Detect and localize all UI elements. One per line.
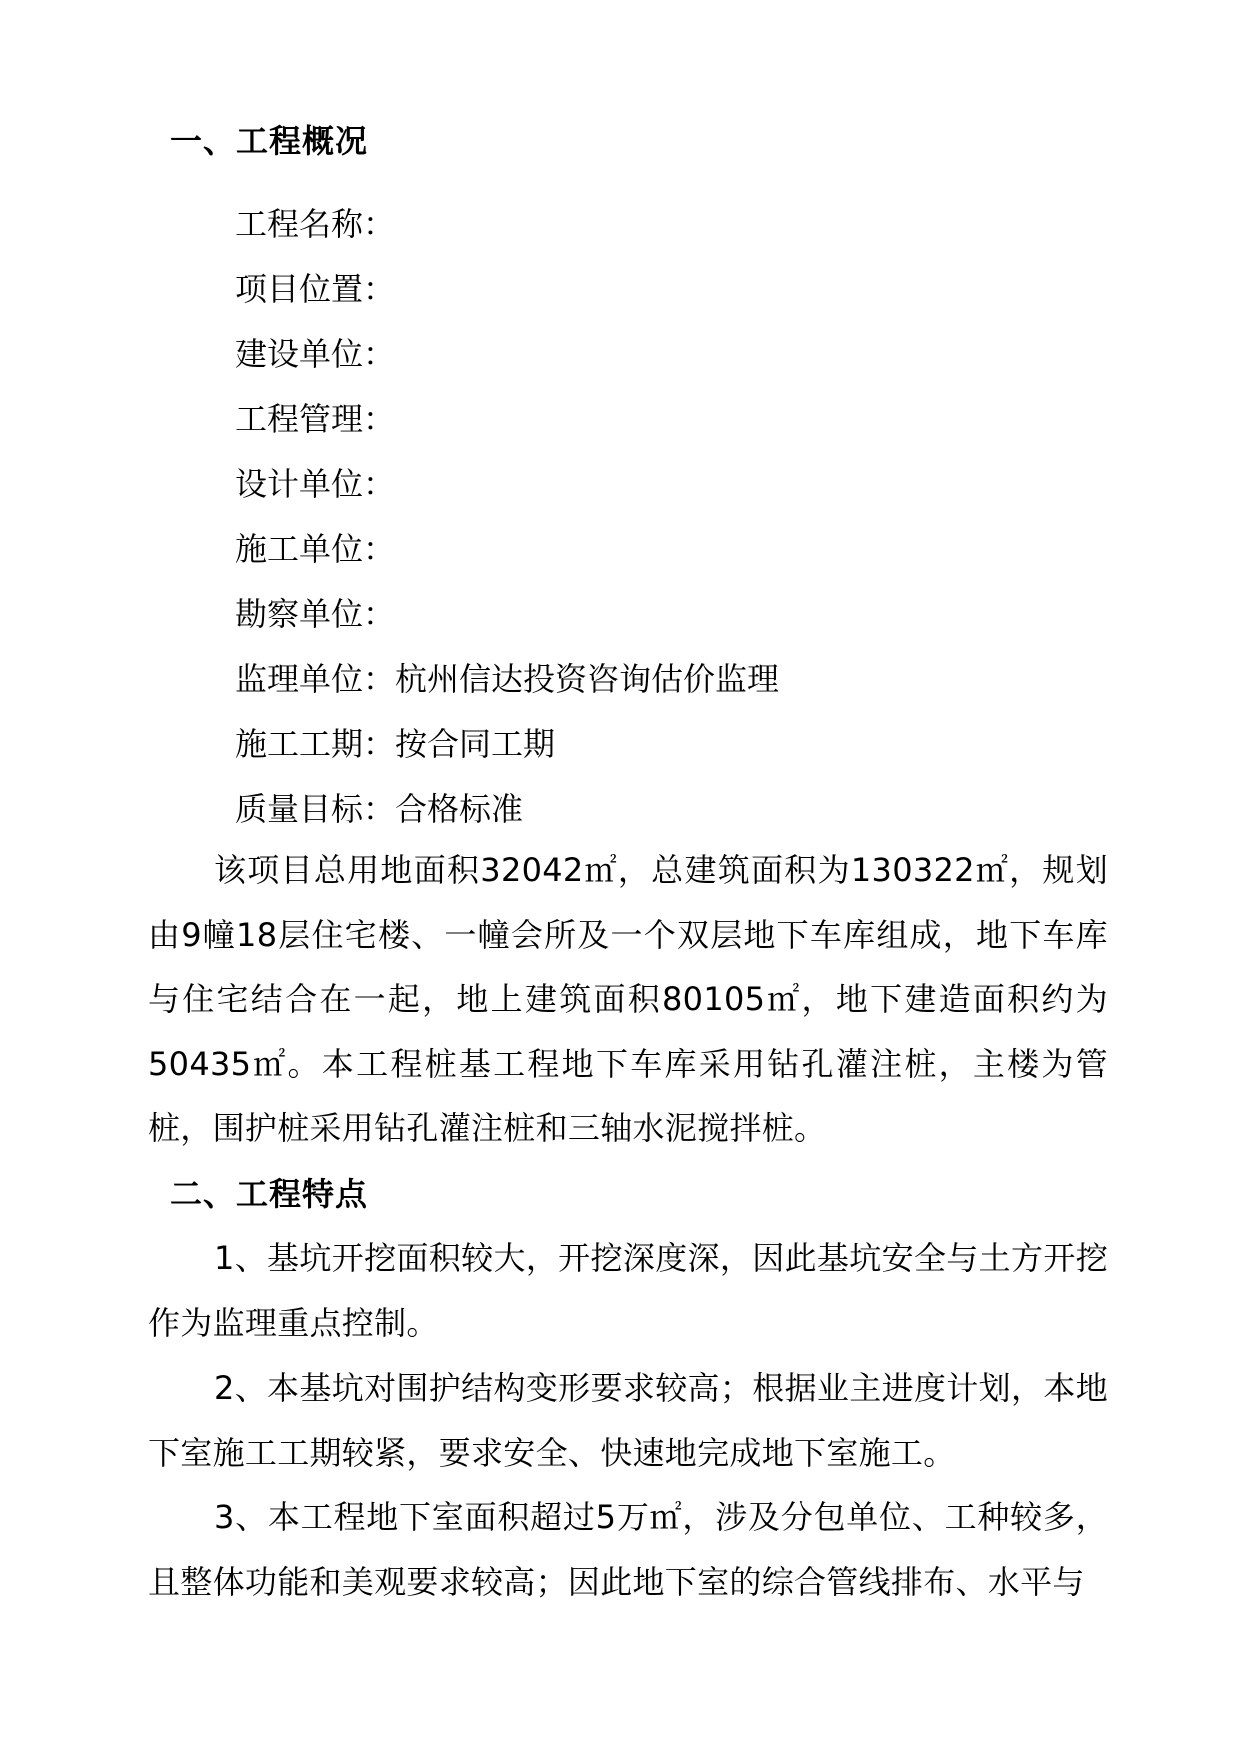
info-label: 监理单位： — [235, 660, 396, 698]
info-label: 工程名称： — [235, 205, 396, 243]
info-label: 设计单位： — [235, 465, 396, 503]
info-row-project-name — [235, 202, 779, 267]
feature-point-2: 2、本基坑对围护结构变形要求较高；根据业主进度计划，本地下室施工工期较紧，要求安全、快速地完成地下室施工。 — [148, 1369, 1108, 1472]
info-label: 项目位置： — [235, 270, 396, 308]
info-label: 施工工期： — [235, 725, 396, 763]
section-heading-overview: 一、工程概况 — [170, 122, 369, 160]
info-row-supervisor — [235, 657, 779, 722]
info-row-contractor — [235, 527, 779, 592]
info-row-survey — [235, 592, 779, 657]
info-value: 按合同工期 — [395, 725, 556, 763]
section-heading-features: 二、工程特点 — [170, 1175, 369, 1213]
info-row-owner — [235, 332, 779, 397]
feature-point-3: 3、本工程地下室面积超过5万㎡，涉及分包单位、工种较多，且整体功能和美观要求较高；因此地下室的综合管线排布、水平与 — [148, 1498, 1108, 1601]
info-value: 合格标准 — [395, 790, 524, 828]
info-label: 建设单位： — [235, 335, 396, 373]
info-row-management — [235, 397, 779, 462]
info-value: 杭州信达投资咨询估价监理 — [395, 660, 780, 698]
info-label: 质量目标： — [235, 790, 396, 828]
info-row-location — [235, 267, 779, 332]
info-label: 施工单位： — [235, 530, 396, 568]
info-label: 工程管理： — [235, 400, 396, 438]
info-row-designer — [235, 462, 779, 527]
overview-paragraph: 该项目总用地面积32042㎡，总建筑面积为130322㎡，规划由9幢18层住宅楼、一幢会所及一个双层地下车库组成，地下车库与住宅结合在一起，地上建筑面积80105㎡，地下建造面积约为50435㎡。本工程桩基工程地下车库采用钻孔灌注桩，主楼为管桩，围护桩采用钻孔灌注桩和三轴水泥搅拌桩。 — [148, 851, 1108, 1148]
project-info-list — [235, 202, 779, 852]
info-row-duration — [235, 722, 779, 787]
info-label: 勘察单位： — [235, 595, 396, 633]
feature-point-1: 1、基坑开挖面积较大，开挖深度深，因此基坑安全与土方开挖作为监理重点控制。 — [148, 1239, 1108, 1342]
